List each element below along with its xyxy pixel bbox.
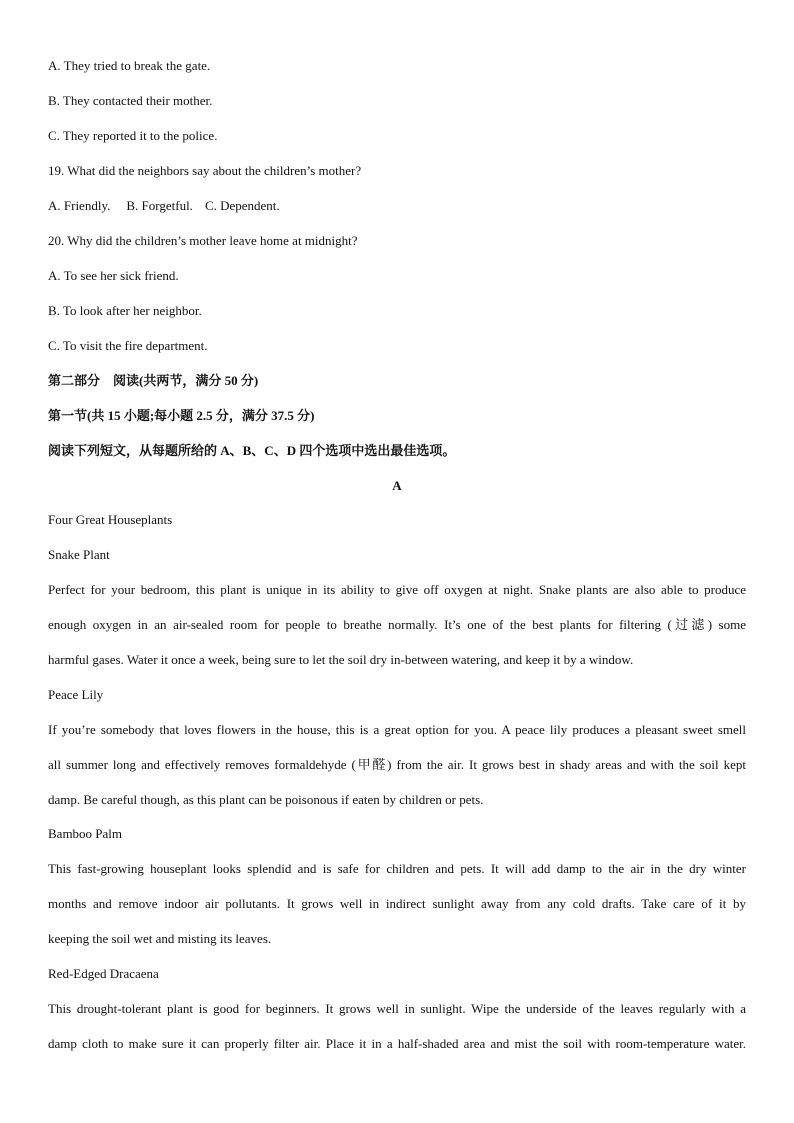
q20-option-a: A. To see her sick friend. bbox=[48, 268, 179, 283]
bamboo-palm-line-1: This fast-growing houseplant looks splendid and is safe for children and pets. It will add damp to the air in the dry winter bbox=[48, 861, 746, 876]
snake-plant-line-3: harmful gases. Water it once a week, being sure to let the soil dry in-between watering, and keep it by a window. bbox=[48, 652, 634, 667]
section1-heading: 第一节(共 15 小题;每小题 2.5 分，满分 37.5 分) bbox=[48, 408, 315, 423]
bamboo-palm-line-3: keeping the soil wet and misting its leaves. bbox=[48, 931, 272, 946]
q19-option-b: B. Forgetful. bbox=[126, 198, 193, 213]
peace-lily-heading: Peace Lily bbox=[48, 687, 104, 702]
dracaena-line-1: This drought-tolerant plant is good for beginners. It grows well in sunlight. Wipe the underside of the leaves regularly with a bbox=[48, 1001, 746, 1016]
q18-option-a: A. They tried to break the gate. bbox=[48, 58, 211, 73]
bamboo-palm-line-2: months and remove indoor air pollutants. It grows well in indirect sunlight away from any cold drafts. Take care of it by bbox=[48, 896, 746, 911]
reading-instructions: 阅读下列短文，从每题所给的 A、B、C、D 四个选项中选出最佳选项。 bbox=[48, 443, 456, 458]
q20-option-b: B. To look after her neighbor. bbox=[48, 303, 202, 318]
snake-plant-heading: Snake Plant bbox=[48, 547, 110, 562]
part2-heading: 第二部分 阅读(共两节，满分 50 分) bbox=[48, 373, 259, 388]
q19-option-c: C. Dependent. bbox=[204, 198, 280, 213]
peace-lily-line-1: If you’re somebody that loves flowers in the house, this is a great option for you. A peace lily produces a pleasant sweet smell bbox=[48, 722, 746, 737]
q19-question: 19. What did the neighbors say about the children’s mother? bbox=[48, 163, 362, 178]
peace-lily-line-3: damp. Be careful though, as this plant can be poisonous if eaten by children or pets. bbox=[48, 792, 484, 807]
q19-option-a: A. Friendly. bbox=[48, 198, 111, 213]
passage-label: A bbox=[392, 478, 402, 493]
dracaena-heading: Red-Edged Dracaena bbox=[48, 966, 159, 981]
q19-options bbox=[48, 198, 280, 214]
q18-option-c: C. They reported it to the police. bbox=[48, 128, 218, 143]
q20-question: 20. Why did the children’s mother leave home at midnight? bbox=[48, 233, 358, 248]
bamboo-palm-heading: Bamboo Palm bbox=[48, 826, 123, 841]
snake-plant-line-2: enough oxygen in an air-sealed room for people to breathe normally. It’s one of the best plants for filtering (过滤) some bbox=[48, 617, 746, 632]
q18-option-b: B. They contacted their mother. bbox=[48, 93, 213, 108]
q20-option-c: C. To visit the fire department. bbox=[48, 338, 208, 353]
passage-title: Four Great Houseplants bbox=[48, 512, 173, 527]
snake-plant-line-1: Perfect for your bedroom, this plant is unique in its ability to give off oxygen at night. Snake plants are also able to produce bbox=[48, 582, 746, 597]
dracaena-line-2: damp cloth to make sure it can properly filter air. Place it in a half-shaded area and mist the soil with room-temperature water. bbox=[48, 1036, 746, 1051]
peace-lily-line-2: all summer long and effectively removes formaldehyde (甲醛) from the air. It grows best in shady areas and with the soil kept bbox=[48, 757, 746, 772]
